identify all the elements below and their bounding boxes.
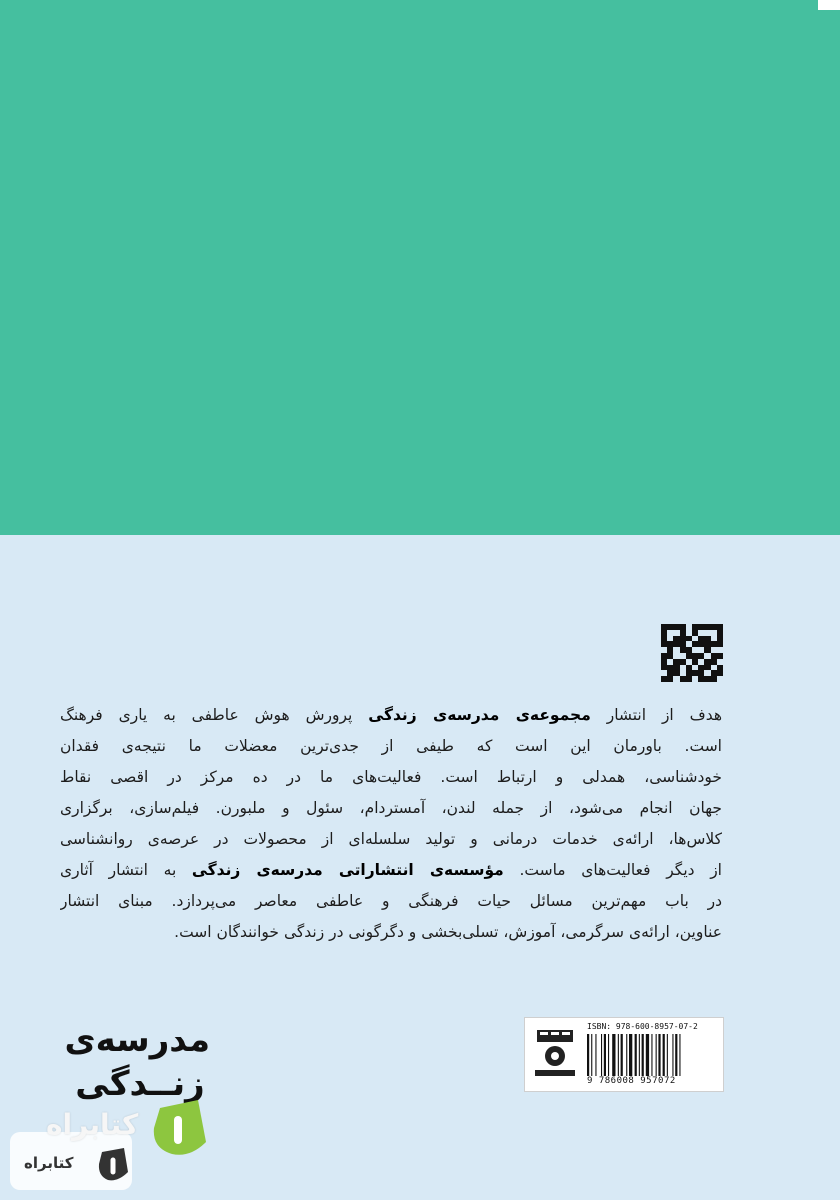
series-logo-line2: زنــدگی [75, 1064, 205, 1104]
blurb-line: عناوین، ارائه‌ی سرگرمی، آموزش، تسلی‌بخشی و دگرگونی در زندگی خوانندگان است. [174, 923, 722, 941]
blurb-line [60, 700, 722, 731]
cover-top-panel [0, 0, 840, 535]
blurb-line: است. باورمان این است که طیفی از جدی‌ترین معضلات ما نتیجه‌ی فقدان [60, 737, 722, 755]
blurb-text: پرورش هوش عاطفی به یاری فرهنگ [60, 706, 369, 724]
barcode-bar [646, 1034, 649, 1076]
corner-mark [818, 0, 840, 10]
barcode-bar [642, 1034, 644, 1076]
watermark-brand: کتابراه [46, 1108, 139, 1141]
barcode-bar [608, 1034, 609, 1076]
barcode-bar [663, 1034, 665, 1076]
barcode-bar [675, 1034, 677, 1076]
barcode-bar [651, 1034, 652, 1076]
blurb-line [60, 855, 722, 886]
barcode-bar [604, 1034, 606, 1076]
barcode-bar [635, 1034, 637, 1076]
barcode-bar [626, 1034, 627, 1076]
blurb-text: از دیگر فعالیت‌های ماست. [503, 861, 722, 879]
blurb-line: خودشناسی، همدلی و ارتباط است. فعالیت‌های ما در ده مرکز در اقصی نقاط [60, 768, 722, 786]
kitabrah-watermark [10, 1096, 210, 1192]
blurb-text: هدف از انتشار [590, 706, 722, 724]
barcode-bar [679, 1034, 680, 1076]
blurb-line: کلاس‌ها، ارائه‌ی خدمات درمانی و تولید سلسله‌ای از محصولات در عرصه‌ی روانشناسی [60, 830, 722, 848]
series-logo [64, 1018, 210, 1106]
watermark-brand-small: کتابراه [24, 1154, 74, 1172]
barcode-label [524, 1017, 724, 1092]
isbn-text: ISBN: 978-600-8957-07-2 [587, 1022, 698, 1031]
barcode-bar [667, 1034, 668, 1076]
barcode-bar [618, 1034, 619, 1076]
barcode-bar [656, 1034, 657, 1076]
barcode-digits: 9 786008 957072 [587, 1076, 676, 1086]
qr-code [661, 624, 723, 682]
barcode-bar [621, 1034, 623, 1076]
barcode-bar [639, 1034, 640, 1076]
publisher-name-bold: مؤسسه‌ی انتشاراتی مدرسه‌ی زندگی [191, 861, 504, 879]
barcode-bar [595, 1034, 596, 1076]
blurb-line: در باب مهم‌ترین مسائل حیات فرهنگی و عاطفی معاصر می‌پردازد. مبنای انتشار [60, 892, 722, 910]
barcode-bar [591, 1034, 592, 1076]
series-name-bold: مجموعه‌ی مدرسه‌ی زندگی [368, 706, 591, 724]
barcode-bars [587, 1034, 717, 1076]
small-logo-icon [96, 1146, 130, 1182]
blurb-line: جهان انجام می‌شود، از جمله لندن، آمستردام، سئول و ملبورن. فیلم‌سازی، برگزاری [60, 799, 722, 817]
barcode-bar [612, 1034, 615, 1076]
barcode-bar [658, 1034, 660, 1076]
leaf-logo-icon [150, 1098, 208, 1158]
back-cover-blurb [60, 700, 722, 948]
barcode-bar [672, 1034, 673, 1076]
barcode-bar [629, 1034, 632, 1076]
barcode-bar [587, 1034, 589, 1076]
qr-module [717, 676, 723, 682]
barcode-bar [601, 1034, 602, 1076]
blurb-text: به انتشار آثاری [60, 861, 192, 879]
series-logo-line1: مدرسه‌ی [64, 1020, 210, 1060]
publisher-logo-icon [531, 1028, 579, 1080]
